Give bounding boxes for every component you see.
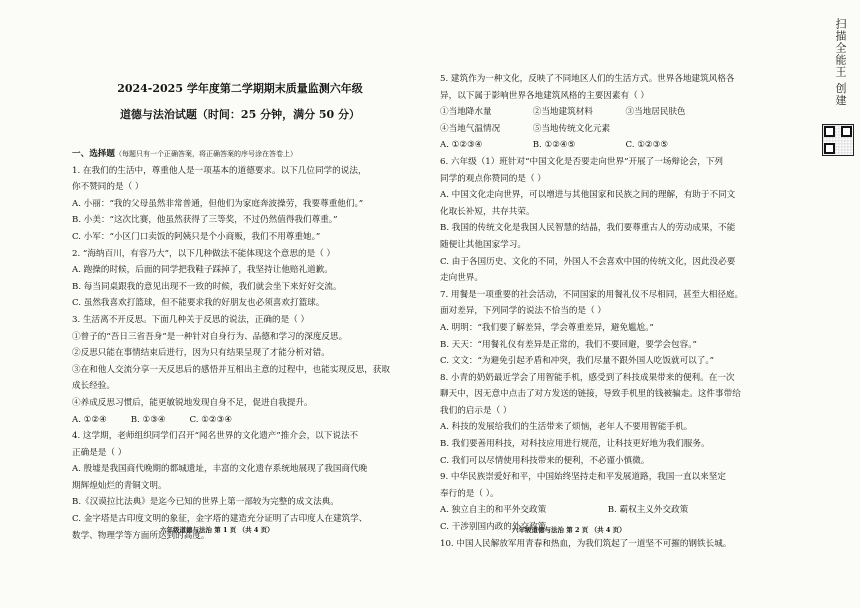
text-line: 4. 这学期，老师组织同学们召开“闻名世界的文化遗产”推介会，以下说法不	[72, 431, 359, 442]
q3-option-a: A. ①②④	[72, 414, 107, 425]
text-line: 同学的观点你赞同的是（ ）	[440, 173, 546, 184]
section-label: 一、选择题	[72, 149, 115, 159]
section-heading	[72, 146, 407, 163]
text-line: C. 由于各国历史、文化的不同，外国人不会喜欢中国的传统文化，因此没必要	[440, 256, 736, 267]
page2-question-lines-c	[440, 519, 777, 552]
text-line: 3. 生活离不开反思。下面几种关于反思的说法，正确的是（ ）	[72, 314, 310, 325]
text-line: A. 科技的发展给我们的生活带来了烦恼，老年人不要用智能手机。	[440, 422, 693, 433]
q5-option-a: A. ①②③④	[440, 140, 483, 151]
exam-title-line2: 道德与法治试题（时间：25 分钟，满分 50 分）	[119, 108, 361, 121]
text-line: 6. 六年级（1）班针对“中国文化是否要走向世界”开展了一场辩论会，下列	[440, 156, 723, 167]
text-line: 异，以下属于影响世界各地建筑风格的主要因素有（ ）	[440, 90, 649, 101]
text-line: 走向世界。	[440, 273, 483, 284]
text-line: 8. 小青的奶奶最近学会了用智能手机，感受到了科技成果带来的便利。在一次	[440, 372, 735, 383]
text-line: ①曾子的“吾日三省吾身”是一种针对自身行为、品德和学习的深度反思。	[72, 331, 348, 342]
q5-items-row1	[440, 104, 777, 121]
text-line: 1. 在我们的生活中，尊重他人是一项基本的道德要求。以下几位同学的说法，	[72, 165, 367, 176]
text-line: A. 跑操的时候，后面的同学把我鞋子踩掉了，我坚持让他赔礼道歉。	[72, 265, 333, 276]
text-line: C. 干涉别国内政的外交政策	[440, 522, 547, 533]
q5-item-2: ②当地建筑材料	[532, 107, 593, 118]
page2-content	[440, 71, 777, 552]
q5-option-c: C. ①②③⑤	[625, 140, 669, 151]
q5-options	[440, 137, 777, 154]
text-line: 2. “海纳百川，有容乃大”，以下几种做法不能体现这个意思的是（ ）	[72, 248, 336, 259]
scanner-watermark: 扫描全能王 创建	[834, 18, 847, 107]
text-line: A. 殷墟是我国商代晚期的都城遗址，丰富的文化遗存系统地展现了我国商代晚	[72, 464, 368, 475]
text-line: 你不赞同的是（ ）	[72, 182, 144, 193]
text-line: B. 我国的传统文化是我国人民智慧的结晶，我们要尊重古人的劳动成果，不能	[440, 223, 736, 234]
text-line: 7. 用餐是一项重要的社会活动，不同国家的用餐礼仪不尽相同，甚至大相径庭。	[440, 289, 744, 300]
text-line: C. 文文：“为避免引起矛盾和冲突，我们尽量不跟外国人吃饭就可以了。”	[440, 356, 715, 367]
text-line: 化取长补短，共存共荣。	[440, 206, 535, 217]
text-line: B. 天天：“用餐礼仪有差异是正常的，我们不要回避，要学会包容。”	[440, 339, 697, 350]
exam-title-line1: 2024-2025 学年度第二学期期末质量监测六年级	[117, 82, 363, 95]
text-line: A. 明明：“我们要了解差异，学会尊重差异，避免尴尬。”	[440, 322, 654, 333]
q3-option-c: C. ①②③④	[189, 414, 233, 425]
q5-item-3: ③当地居民肤色	[625, 107, 686, 118]
page1-question-lines	[72, 163, 407, 412]
text-line: C. 小军：“小区门口卖饭的阿姨只是个小商贩，我们不用尊重她。”	[72, 231, 321, 242]
text-line: 奉行的是（ ）。	[440, 488, 499, 499]
page2-question-lines-b	[440, 154, 777, 502]
text-line: C. 金字塔是古印度文明的象征，金字塔的建造充分证明了古印度人在建筑学、	[72, 514, 368, 525]
text-line: 9. 中华民族崇爱好和平，中国始终坚持走和平发展道路，我国一直以来坚定	[440, 472, 726, 483]
qr-code-icon	[822, 124, 854, 156]
text-line: B. 小美：“这次比赛，他虽然获得了三等奖，不过仍然值得我们尊重。”	[72, 215, 338, 226]
page2-question-lines	[440, 71, 777, 104]
section-note: （每题只有一个正确答案，将正确答案的序号涂在答卷上）	[114, 150, 297, 158]
text-line: 我们的启示是（ ）	[440, 405, 512, 416]
text-line: ②反思只能在事情结束后进行，因为只有结果呈现了才能分析对错。	[72, 348, 330, 359]
q9-options	[440, 502, 777, 519]
text-line: C. 我们可以尽情使用科技带来的便利，不必谨小慎微。	[440, 455, 650, 466]
q3-options	[72, 412, 407, 429]
text-line: C. 虽然我喜欢打篮球，但不能要求我的好朋友也必须喜欢打篮球。	[72, 298, 325, 309]
text-line: A. 中国文化走向世界，可以增进与其他国家和民族之间的理解，有助于不同文	[440, 190, 736, 201]
q5-option-b: B. ①②④⑤	[532, 140, 576, 151]
text-line: 面对差异，下列同学的说法不恰当的是（ ）	[440, 306, 607, 317]
text-line: B. 我们要善用科技，对科技应用进行规范，让科技更好地为我们服务。	[440, 439, 710, 450]
q5-item-4: ④当地气温情况	[440, 123, 501, 134]
q9-option-a: A. 独立自主的和平外交政策	[440, 505, 547, 516]
exam-page-2	[430, 0, 860, 608]
text-line: A. 小丽：“我的父母虽然非常普通，但他们为家庭奔波操劳，我要尊重他们。”	[72, 198, 364, 209]
text-line: 正确是是（ ）	[72, 447, 127, 458]
text-line: 数学、物理学等方面所达到的高度。	[72, 530, 210, 541]
q9-option-b: B. 霸权主义外交政策	[607, 505, 689, 516]
q5-item-1: ①当地降水量	[440, 107, 492, 118]
page2-footer: 六年级道德与法治 第 2 页 （共 4 页）	[512, 526, 626, 534]
text-line: ③在和他人交流分享一天反思后的感悟并互相出主意的过程中，也能实现反思，获取	[72, 364, 390, 375]
text-line: B.《汉谟拉比法典》是迄今已知的世界上第一部较为完整的成文法典。	[72, 497, 339, 508]
text-line: B. 每当同桌跟我的意见出现不一致的时候，我们就会坐下来好好交流。	[72, 281, 342, 292]
q5-item-5: ⑤当地传统文化元素	[532, 123, 611, 134]
text-line: 期辉煌灿烂的青铜文明。	[72, 480, 167, 491]
text-line: 随便让其他国家学习。	[440, 239, 526, 250]
text-line: 10. 中国人民解放军用青春和热血，为我们筑起了一道坚不可摧的钢铁长城。	[440, 538, 732, 549]
q5-items-row2	[440, 121, 777, 138]
page1-footer: 六年级道德与法治 第 1 页 （共 4 页）	[160, 526, 274, 534]
text-line: ④养成反思习惯后，能更敏锐地发现自身不足，促进自我提升。	[72, 397, 313, 408]
page1-content	[72, 146, 407, 544]
text-line: 聊天中，因无意中点击了对方发送的链接，导致手机里的钱被骗走。这件事带给	[440, 389, 741, 400]
text-line: 5. 建筑作为一种文化，反映了不同地区人们的生活方式。世界各地建筑风格各	[440, 74, 735, 84]
text-line: 成长经验。	[72, 381, 115, 392]
q3-option-b: B. ①③④	[130, 414, 166, 425]
